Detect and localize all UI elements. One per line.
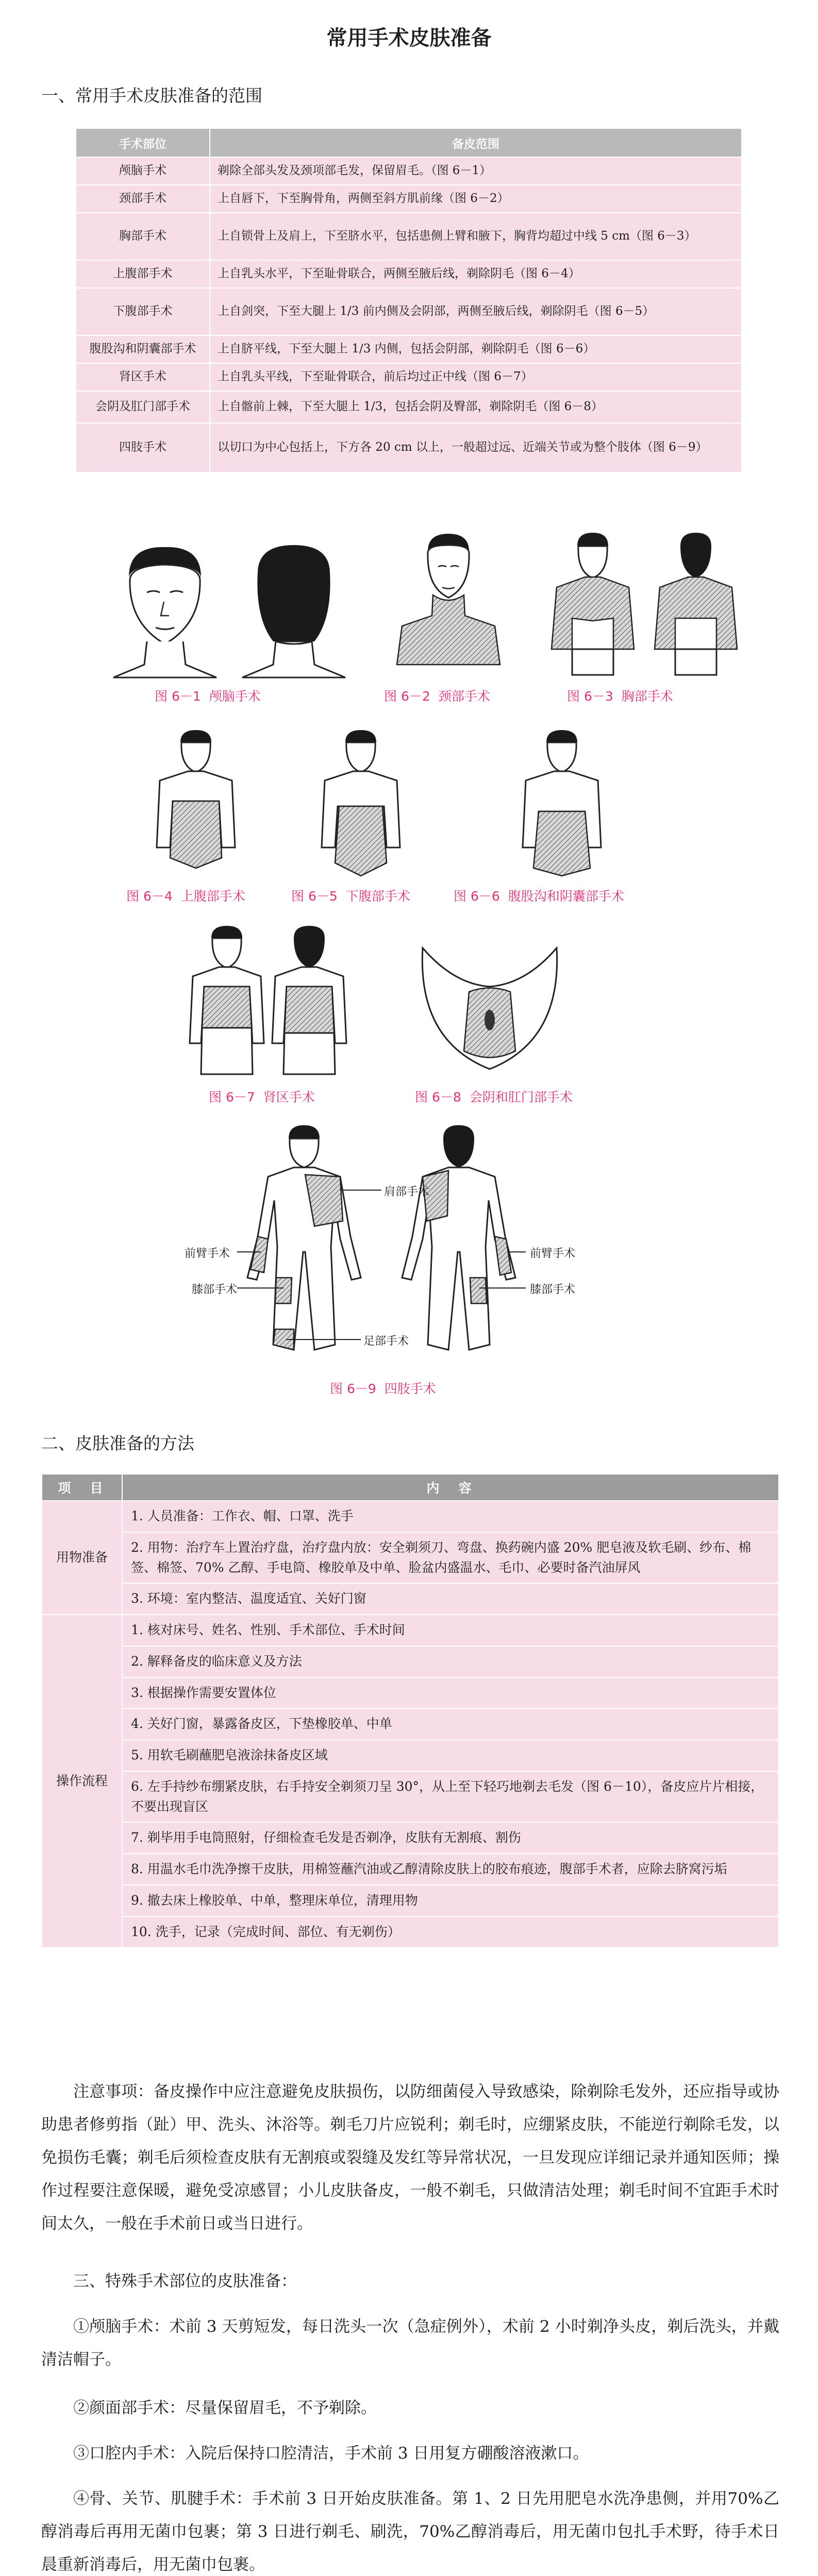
prep-range-table	[75, 128, 742, 473]
figure-row1-captions	[155, 686, 261, 705]
table-row	[42, 1708, 779, 1740]
figure-number: 图 6－9	[330, 1381, 376, 1396]
content-cell: 7. 剃毕用手电筒照射，仔细检查毛发是否剃净，皮肤有无割痕、割伤	[122, 1822, 779, 1854]
special-item-2: ②颜面部手术：尽量保留眉毛，不予剃除。	[73, 2399, 377, 2417]
table-row	[42, 1854, 779, 1885]
table-row	[76, 260, 742, 288]
figure-name: 腹股沟和阴囊部手术	[508, 889, 624, 904]
label-knee-right: 膝部手术	[530, 1283, 576, 1296]
content-cell: 3. 环境：室内整洁、温度适宜、关好门窗	[122, 1583, 779, 1615]
figure-6-6-groin-illustration	[515, 729, 608, 878]
range-cell: 上自脐平线，下至大腿上 1/3 内侧，包括会阴部，剃除阴毛（图 6－6）	[210, 335, 742, 363]
table-row	[42, 1532, 779, 1584]
special-item-3: ③口腔内手术：入院后保持口腔清洁，手术前 3 日用复方硼酸溶液漱口。	[73, 2444, 589, 2463]
figure-6-8-perineal-illustration	[412, 938, 567, 1077]
section1-heading: 一、常用手术皮肤准备的范围	[41, 86, 262, 106]
table-row	[42, 1822, 779, 1854]
figure-number: 图 6－3	[567, 689, 613, 704]
document-title: 常用手术皮肤准备	[326, 26, 492, 50]
content-cell: 10. 洗手，记录（完成时间、部位、有无剃伤）	[122, 1917, 779, 1948]
content-cell: 8. 用温水毛巾洗净擦干皮肤，用棉签蘸汽油或乙醇清除皮肤上的胶布痕迹，腹部手术者，应除去脐窝污垢	[122, 1854, 779, 1885]
table-row	[76, 213, 742, 260]
label-foot: 足部手术	[363, 1335, 409, 1348]
table-row	[42, 1501, 779, 1532]
content-cell: 2. 解释备皮的临床意义及方法	[122, 1646, 779, 1677]
range-cell: 以切口为中心包括上，下方各 20 cm 以上，一般超过远、近端关节或为整个肢体（图 6－9）	[210, 423, 742, 472]
figure-number: 图 6－4	[126, 889, 173, 904]
table-row	[76, 288, 742, 335]
site-cell: 颅脑手术	[76, 157, 210, 185]
figure-name: 上腹部手术	[180, 889, 245, 904]
label-forearm-left: 前臂手术	[185, 1247, 230, 1260]
figure-number: 图 6－7	[209, 1090, 255, 1105]
figure-number: 图 6－8	[415, 1090, 461, 1105]
site-cell: 会阴及肛门部手术	[76, 391, 210, 423]
figure-name: 会阴和肛门部手术	[469, 1090, 573, 1105]
content-cell: 2. 用物：治疗车上置治疗盘，治疗盘内放：安全剃须刀、弯盘、换药碗内盛 20% 肥皂液及软毛刷、纱布、棉签、棉签、70% 乙醇、手电筒、橡胶单及中单、脸盆内盛温水、毛巾、必要时备汽油屏风	[122, 1532, 779, 1584]
figure-6-3-chest-illustration	[541, 531, 747, 680]
section2-heading: 二、皮肤准备的方法	[41, 1433, 194, 1453]
figure-caption	[384, 686, 490, 705]
range-cell: 上自锁骨上及肩上，下至脐水平，包括患侧上臂和腋下，胸背均超过中线 5 cm（图 6－3）	[210, 213, 742, 260]
range-cell: 上自髂前上棘，下至大腿上 1/3，包括会阴及臀部，剃除阴毛（图 6－8）	[210, 391, 742, 423]
figure-caption	[209, 1087, 315, 1106]
range-cell: 上自唇下，下至胸骨角，两侧至斜方肌前缘（图 6－2）	[210, 185, 742, 213]
figure-6-1-head-illustration	[98, 541, 356, 680]
content-cell: 1. 核对床号、姓名、性别、手术部位、手术时间	[122, 1615, 779, 1646]
site-cell: 四肢手术	[76, 423, 210, 472]
figure-caption	[454, 886, 624, 905]
figure-name: 肾区手术	[263, 1090, 315, 1105]
content-cell: 1. 人员准备：工作衣、帽、口罩、洗手	[122, 1501, 779, 1532]
figure-6-2-neck-illustration	[381, 531, 515, 680]
figure-6-4-upper-abdomen-illustration	[149, 729, 242, 878]
figure-number: 图 6－1	[155, 689, 201, 704]
section3-heading: 三、特殊手术部位的皮肤准备：	[73, 2272, 297, 2291]
table-row	[76, 363, 742, 391]
range-cell: 上自乳头平线，下至耻骨联合，前后均过正中线（图 6－7）	[210, 363, 742, 391]
content-cell: 5. 用软毛刷蘸肥皂液涂抹备皮区域	[122, 1740, 779, 1771]
site-cell: 上腹部手术	[76, 260, 210, 288]
figure-caption	[291, 886, 410, 905]
content-cell: 9. 撤去床上橡胶单、中单，整理床单位，清理用物	[122, 1885, 779, 1917]
site-cell: 腹股沟和阴囊部手术	[76, 335, 210, 363]
content-cell: 4. 关好门窗，暴露备皮区，下垫橡胶单、中单	[122, 1708, 779, 1740]
figure-caption	[330, 1379, 436, 1397]
site-cell: 肾区手术	[76, 363, 210, 391]
content-cell: 6. 左手持纱布绷紧皮肤，右手持安全剃须刀呈 30°，从上至下轻巧地剃去毛发（图 6－10），备皮应片片相接，不要出现盲区	[122, 1771, 779, 1823]
figure-caption	[126, 886, 245, 905]
figure-number: 图 6－2	[384, 689, 430, 704]
table-row	[76, 423, 742, 472]
prep-method-table	[41, 1473, 779, 1948]
site-cell: 下腹部手术	[76, 288, 210, 335]
precautions-paragraph: 注意事项：备皮操作中应注意避免皮肤损伤，以防细菌侵入导致感染，除剃除毛发外，还应指导或协助患者修剪指（趾）甲、洗头、沐浴等。剃毛刀片应锐利；剃毛时，应绷紧皮肤，不能逆行剃除毛发，以免损伤毛囊；剃毛后须检查皮肤有无割痕或裂缝及发红等异常状况，一旦发现应详细记录并通知医师；操作过程要注意保暖，避免受凉感冒；小儿皮肤备皮，一般不剃毛，只做清洁处理；剃毛时间不宜距手术时间太久，一般在手术前日或当日进行。	[41, 2082, 779, 2233]
range-cell: 剃除全部头发及颈项部毛发，保留眉毛。（图 6－1）	[210, 157, 742, 185]
category-cell: 用物准备	[42, 1501, 122, 1615]
header-content: 内 容	[122, 1474, 779, 1501]
site-cell: 颈部手术	[76, 185, 210, 213]
special-item-4: ④骨、关节、肌腱手术：手术前 3 日开始皮肤准备。第 1、2 日先用肥皂水洗净患侧，并用70%乙醇消毒后再用无菌巾包裹；第 3 日进行剃毛、刷洗，70%乙醇消毒后，用无菌巾包扎手术野，待手术日晨重新消毒后，用无菌巾包裹。	[41, 2489, 779, 2574]
header-range: 备皮范围	[210, 128, 742, 157]
range-cell: 上自剑突，下至大腿上 1/3 前内侧及会阴部，两侧至腋后线，剃除阴毛（图 6－5）	[210, 288, 742, 335]
table-row	[42, 1771, 779, 1823]
figure-number: 图 6－5	[291, 889, 338, 904]
figure-6-5-lower-abdomen-illustration	[314, 729, 407, 878]
figure-name: 胸部手术	[621, 689, 673, 704]
table-row	[42, 1615, 779, 1646]
label-forearm-right: 前臂手术	[530, 1247, 576, 1260]
table-row	[76, 391, 742, 423]
table-row	[42, 1677, 779, 1709]
table-row	[42, 1740, 779, 1771]
table-row	[76, 185, 742, 213]
table-row	[42, 1885, 779, 1917]
table-row	[76, 335, 742, 363]
figure-name: 颈部手术	[438, 689, 490, 704]
figure-name: 四肢手术	[384, 1381, 436, 1396]
figure-6-7-renal-illustration	[186, 925, 350, 1079]
figure-name: 颅脑手术	[209, 689, 261, 704]
figure-number: 图 6－6	[454, 889, 500, 904]
figure-6-9-limbs-illustration	[237, 1123, 526, 1365]
category-cell: 操作流程	[42, 1615, 122, 1947]
table-row	[42, 1646, 779, 1677]
figure-caption	[415, 1087, 573, 1106]
figure-name: 下腹部手术	[345, 889, 410, 904]
site-cell: 胸部手术	[76, 213, 210, 260]
table-row	[76, 157, 742, 185]
header-site: 手术部位	[76, 128, 210, 157]
content-cell: 3. 根据操作需要安置体位	[122, 1677, 779, 1709]
table-row	[42, 1917, 779, 1948]
table-row	[42, 1583, 779, 1615]
header-item: 项 目	[42, 1474, 122, 1501]
special-item-1: ①颅脑手术：术前 3 天剪短发，每日洗头一次（急症例外），术前 2 小时剃净头皮，剃后洗头，并戴清洁帽子。	[41, 2317, 779, 2369]
label-knee-left: 膝部手术	[192, 1283, 238, 1296]
range-cell: 上自乳头水平，下至耻骨联合，两侧至腋后线，剃除阴毛（图 6－4）	[210, 260, 742, 288]
label-shoulder: 肩部手术	[384, 1185, 430, 1198]
figure-caption	[567, 686, 673, 705]
